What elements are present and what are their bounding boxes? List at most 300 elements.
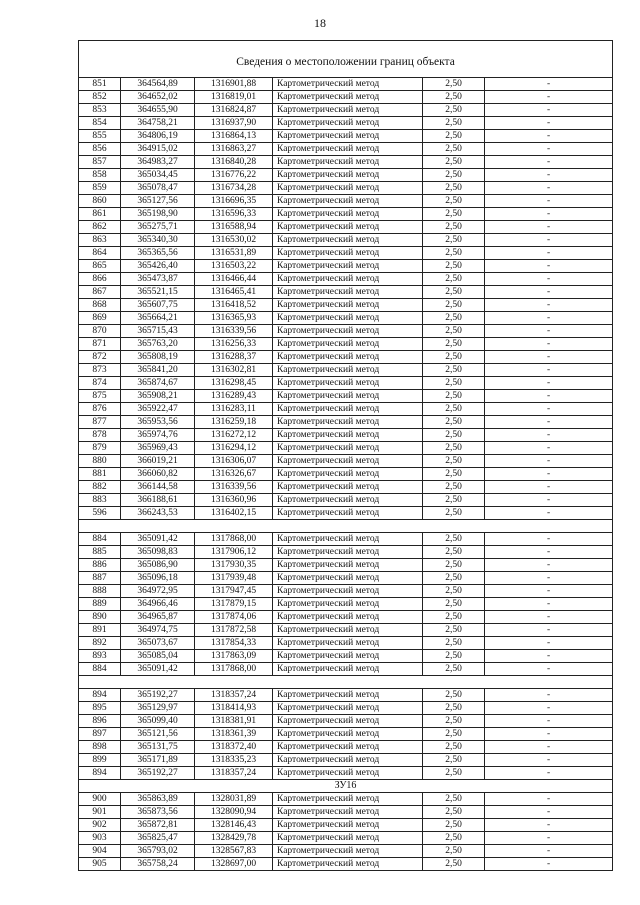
table-row — [79, 468, 613, 481]
table-row — [79, 832, 613, 845]
coord-x-cell: 365825,47 — [121, 832, 195, 845]
accuracy-cell: 2,50 — [423, 689, 485, 702]
coord-x-cell: 364965,87 — [121, 611, 195, 624]
description-cell: - — [485, 260, 613, 273]
accuracy-cell: 2,50 — [423, 104, 485, 117]
method-cell: Картометрический метод — [273, 195, 423, 208]
table-row — [79, 858, 613, 871]
coord-x-cell: 365473,87 — [121, 273, 195, 286]
description-cell: - — [485, 494, 613, 507]
description-cell: - — [485, 247, 613, 260]
point-number-cell: 854 — [79, 117, 121, 130]
accuracy-cell: 2,50 — [423, 130, 485, 143]
method-cell: Картометрический метод — [273, 728, 423, 741]
description-cell: - — [485, 637, 613, 650]
method-cell: Картометрический метод — [273, 403, 423, 416]
accuracy-cell: 2,50 — [423, 832, 485, 845]
accuracy-cell: 2,50 — [423, 260, 485, 273]
method-cell: Картометрический метод — [273, 338, 423, 351]
table-row — [79, 338, 613, 351]
description-cell: - — [485, 689, 613, 702]
coord-y-cell: 1316776,22 — [195, 169, 273, 182]
coord-x-cell: 365607,75 — [121, 299, 195, 312]
coord-x-cell: 364966,46 — [121, 598, 195, 611]
method-cell: Картометрический метод — [273, 624, 423, 637]
description-cell: - — [485, 221, 613, 234]
description-cell: - — [485, 234, 613, 247]
coord-y-cell: 1317854,33 — [195, 637, 273, 650]
point-number-cell: 859 — [79, 182, 121, 195]
coord-y-cell: 1318372,40 — [195, 741, 273, 754]
point-number-cell: 876 — [79, 403, 121, 416]
description-cell: - — [485, 299, 613, 312]
coord-x-cell: 365521,15 — [121, 286, 195, 299]
method-cell: Картометрический метод — [273, 429, 423, 442]
table-row — [79, 364, 613, 377]
table-row — [79, 208, 613, 221]
point-number-cell: 890 — [79, 611, 121, 624]
accuracy-cell: 2,50 — [423, 650, 485, 663]
accuracy-cell: 2,50 — [423, 338, 485, 351]
table-row — [79, 104, 613, 117]
description-cell: - — [485, 143, 613, 156]
coord-y-cell: 1317930,35 — [195, 559, 273, 572]
table-row — [79, 572, 613, 585]
accuracy-cell: 2,50 — [423, 403, 485, 416]
method-cell: Картометрический метод — [273, 702, 423, 715]
description-cell: - — [485, 559, 613, 572]
coord-x-cell: 365086,90 — [121, 559, 195, 572]
accuracy-cell: 2,50 — [423, 767, 485, 780]
coord-y-cell: 1316901,88 — [195, 78, 273, 91]
table-row — [79, 559, 613, 572]
coord-y-cell: 1328567,83 — [195, 845, 273, 858]
coord-y-cell: 1316360,96 — [195, 494, 273, 507]
method-cell: Картометрический метод — [273, 637, 423, 650]
table-row — [79, 546, 613, 559]
method-cell: Картометрический метод — [273, 819, 423, 832]
table-row — [79, 793, 613, 806]
description-cell: - — [485, 403, 613, 416]
table-row — [79, 728, 613, 741]
accuracy-cell: 2,50 — [423, 715, 485, 728]
accuracy-cell: 2,50 — [423, 455, 485, 468]
description-cell: - — [485, 546, 613, 559]
point-number-cell: 872 — [79, 351, 121, 364]
coord-y-cell: 1316531,89 — [195, 247, 273, 260]
coord-x-cell: 366060,82 — [121, 468, 195, 481]
method-cell: Картометрический метод — [273, 533, 423, 546]
method-cell: Картометрический метод — [273, 442, 423, 455]
description-cell: - — [485, 806, 613, 819]
coord-x-cell: 366019,21 — [121, 455, 195, 468]
point-number-cell: 867 — [79, 286, 121, 299]
method-cell: Картометрический метод — [273, 351, 423, 364]
table-row — [79, 416, 613, 429]
coord-y-cell: 1316259,18 — [195, 416, 273, 429]
accuracy-cell: 2,50 — [423, 494, 485, 507]
coord-y-cell: 1317863,09 — [195, 650, 273, 663]
method-cell: Картометрический метод — [273, 572, 423, 585]
accuracy-cell: 2,50 — [423, 156, 485, 169]
point-number-cell: 596 — [79, 507, 121, 520]
coord-x-cell: 365340,30 — [121, 234, 195, 247]
accuracy-cell: 2,50 — [423, 741, 485, 754]
accuracy-cell: 2,50 — [423, 364, 485, 377]
method-cell: Картометрический метод — [273, 364, 423, 377]
coord-x-cell: 365808,19 — [121, 351, 195, 364]
method-cell: Картометрический метод — [273, 832, 423, 845]
method-cell: Картометрический метод — [273, 650, 423, 663]
coord-y-cell: 1316294,12 — [195, 442, 273, 455]
method-cell: Картометрический метод — [273, 845, 423, 858]
table-row — [79, 312, 613, 325]
coord-y-cell: 1316530,02 — [195, 234, 273, 247]
coord-x-cell: 364983,27 — [121, 156, 195, 169]
coord-x-cell: 364915,02 — [121, 143, 195, 156]
coord-y-cell: 1316466,44 — [195, 273, 273, 286]
point-number-cell: 894 — [79, 767, 121, 780]
accuracy-cell: 2,50 — [423, 286, 485, 299]
table-row — [79, 819, 613, 832]
point-number-cell: 863 — [79, 234, 121, 247]
method-cell: Картометрический метод — [273, 793, 423, 806]
accuracy-cell: 2,50 — [423, 78, 485, 91]
description-cell: - — [485, 273, 613, 286]
point-number-cell: 871 — [79, 338, 121, 351]
method-cell: Картометрический метод — [273, 299, 423, 312]
coord-y-cell: 1316256,33 — [195, 338, 273, 351]
method-cell: Картометрический метод — [273, 234, 423, 247]
point-number-cell: 860 — [79, 195, 121, 208]
description-cell: - — [485, 858, 613, 871]
accuracy-cell: 2,50 — [423, 442, 485, 455]
coord-x-cell: 366243,53 — [121, 507, 195, 520]
method-cell: Картометрический метод — [273, 143, 423, 156]
table-row — [79, 767, 613, 780]
description-cell: - — [485, 429, 613, 442]
coord-y-cell: 1316289,43 — [195, 390, 273, 403]
description-cell: - — [485, 767, 613, 780]
coord-x-cell: 364972,95 — [121, 585, 195, 598]
point-number-cell: 896 — [79, 715, 121, 728]
table-row — [79, 845, 613, 858]
table-row — [79, 286, 613, 299]
table-row — [79, 637, 613, 650]
point-number-cell: 851 — [79, 78, 121, 91]
coord-y-cell: 1316339,56 — [195, 325, 273, 338]
table-row — [79, 377, 613, 390]
description-cell: - — [485, 481, 613, 494]
method-cell: Картометрический метод — [273, 858, 423, 871]
point-number-cell: 884 — [79, 663, 121, 676]
accuracy-cell: 2,50 — [423, 819, 485, 832]
method-cell: Картометрический метод — [273, 741, 423, 754]
point-number-cell: 900 — [79, 793, 121, 806]
accuracy-cell: 2,50 — [423, 728, 485, 741]
coord-y-cell: 1318357,24 — [195, 767, 273, 780]
coord-y-cell: 1316819,01 — [195, 91, 273, 104]
table-row — [79, 234, 613, 247]
description-cell: - — [485, 182, 613, 195]
description-cell: - — [485, 286, 613, 299]
coord-x-cell: 364652,02 — [121, 91, 195, 104]
coord-x-cell: 364564,89 — [121, 78, 195, 91]
method-cell: Картометрический метод — [273, 221, 423, 234]
table-row — [79, 533, 613, 546]
coord-y-cell: 1318414,93 — [195, 702, 273, 715]
coord-x-cell: 366188,61 — [121, 494, 195, 507]
table-row — [79, 585, 613, 598]
point-number-cell: 894 — [79, 689, 121, 702]
table-row — [79, 689, 613, 702]
coord-x-cell: 365758,24 — [121, 858, 195, 871]
separator-row — [79, 520, 613, 533]
coord-x-cell: 364655,90 — [121, 104, 195, 117]
point-number-cell: 886 — [79, 559, 121, 572]
coord-x-cell: 364758,21 — [121, 117, 195, 130]
accuracy-cell: 2,50 — [423, 221, 485, 234]
coord-x-cell: 365085,04 — [121, 650, 195, 663]
point-number-cell: 873 — [79, 364, 121, 377]
method-cell: Картометрический метод — [273, 130, 423, 143]
point-number-cell: 889 — [79, 598, 121, 611]
method-cell: Картометрический метод — [273, 559, 423, 572]
method-cell: Картометрический метод — [273, 247, 423, 260]
point-number-cell: 902 — [79, 819, 121, 832]
point-number-cell: 878 — [79, 429, 121, 442]
coord-x-cell: 365969,43 — [121, 442, 195, 455]
accuracy-cell: 2,50 — [423, 559, 485, 572]
coord-x-cell: 365198,90 — [121, 208, 195, 221]
accuracy-cell: 2,50 — [423, 208, 485, 221]
table-row — [79, 390, 613, 403]
method-cell: Картометрический метод — [273, 494, 423, 507]
coord-x-cell: 365192,27 — [121, 689, 195, 702]
accuracy-cell: 2,50 — [423, 429, 485, 442]
point-number-cell: 858 — [79, 169, 121, 182]
description-cell: - — [485, 741, 613, 754]
coord-y-cell: 1316840,28 — [195, 156, 273, 169]
table-row — [79, 195, 613, 208]
method-cell: Картометрический метод — [273, 598, 423, 611]
accuracy-cell: 2,50 — [423, 169, 485, 182]
coord-y-cell: 1317872,58 — [195, 624, 273, 637]
coord-y-cell: 1316326,67 — [195, 468, 273, 481]
description-cell: - — [485, 455, 613, 468]
coord-x-cell: 365873,56 — [121, 806, 195, 819]
table-row — [79, 117, 613, 130]
coord-x-cell: 365129,97 — [121, 702, 195, 715]
coord-x-cell: 365171,89 — [121, 754, 195, 767]
coord-y-cell: 1316283,11 — [195, 403, 273, 416]
coord-y-cell: 1316863,27 — [195, 143, 273, 156]
method-cell: Картометрический метод — [273, 208, 423, 221]
method-cell: Картометрический метод — [273, 663, 423, 676]
coord-y-cell: 1317906,12 — [195, 546, 273, 559]
coord-y-cell: 1317874,06 — [195, 611, 273, 624]
coord-y-cell: 1317868,00 — [195, 533, 273, 546]
coord-x-cell: 365096,18 — [121, 572, 195, 585]
method-cell: Картометрический метод — [273, 182, 423, 195]
description-cell: - — [485, 169, 613, 182]
accuracy-cell: 2,50 — [423, 377, 485, 390]
description-cell: - — [485, 325, 613, 338]
point-number-cell: 880 — [79, 455, 121, 468]
accuracy-cell: 2,50 — [423, 182, 485, 195]
section-label: ЗУ16 — [79, 780, 613, 793]
method-cell: Картометрический метод — [273, 117, 423, 130]
accuracy-cell: 2,50 — [423, 793, 485, 806]
accuracy-cell: 2,50 — [423, 312, 485, 325]
coord-y-cell: 1316824,87 — [195, 104, 273, 117]
coord-y-cell: 1316864,13 — [195, 130, 273, 143]
accuracy-cell: 2,50 — [423, 546, 485, 559]
description-cell: - — [485, 117, 613, 130]
method-cell: Картометрический метод — [273, 286, 423, 299]
method-cell: Картометрический метод — [273, 481, 423, 494]
description-cell: - — [485, 585, 613, 598]
accuracy-cell: 2,50 — [423, 572, 485, 585]
table-row — [79, 260, 613, 273]
method-cell: Картометрический метод — [273, 104, 423, 117]
coord-y-cell: 1328429,78 — [195, 832, 273, 845]
coord-x-cell: 365715,43 — [121, 325, 195, 338]
separator-cell — [79, 520, 613, 533]
method-cell: Картометрический метод — [273, 611, 423, 624]
table-row — [79, 715, 613, 728]
method-cell: Картометрический метод — [273, 390, 423, 403]
coord-y-cell: 1328090,94 — [195, 806, 273, 819]
method-cell: Картометрический метод — [273, 715, 423, 728]
description-cell: - — [485, 364, 613, 377]
point-number-cell: 884 — [79, 533, 121, 546]
description-cell: - — [485, 702, 613, 715]
method-cell: Картометрический метод — [273, 754, 423, 767]
accuracy-cell: 2,50 — [423, 143, 485, 156]
boundary-coordinates-table — [78, 40, 613, 871]
point-number-cell: 891 — [79, 624, 121, 637]
table-row — [79, 650, 613, 663]
coord-y-cell: 1316937,90 — [195, 117, 273, 130]
coord-x-cell: 365098,83 — [121, 546, 195, 559]
point-number-cell: 883 — [79, 494, 121, 507]
description-cell: - — [485, 390, 613, 403]
accuracy-cell: 2,50 — [423, 117, 485, 130]
table-row — [79, 481, 613, 494]
point-number-cell: 901 — [79, 806, 121, 819]
coord-y-cell: 1316418,52 — [195, 299, 273, 312]
accuracy-cell: 2,50 — [423, 481, 485, 494]
coord-y-cell: 1316465,41 — [195, 286, 273, 299]
coord-x-cell: 365922,47 — [121, 403, 195, 416]
table-header-row — [79, 41, 613, 78]
table-row — [79, 663, 613, 676]
point-number-cell: 905 — [79, 858, 121, 871]
description-cell: - — [485, 416, 613, 429]
table-body — [79, 41, 613, 871]
description-cell: - — [485, 572, 613, 585]
description-cell: - — [485, 338, 613, 351]
accuracy-cell: 2,50 — [423, 754, 485, 767]
method-cell: Картометрический метод — [273, 468, 423, 481]
accuracy-cell: 2,50 — [423, 351, 485, 364]
coord-y-cell: 1316596,33 — [195, 208, 273, 221]
point-number-cell: 866 — [79, 273, 121, 286]
coord-x-cell: 365872,81 — [121, 819, 195, 832]
description-cell: - — [485, 663, 613, 676]
description-cell: - — [485, 312, 613, 325]
coord-x-cell: 365034,45 — [121, 169, 195, 182]
coord-x-cell: 364806,19 — [121, 130, 195, 143]
point-number-cell: 904 — [79, 845, 121, 858]
method-cell: Картометрический метод — [273, 416, 423, 429]
accuracy-cell: 2,50 — [423, 533, 485, 546]
coord-x-cell: 365664,21 — [121, 312, 195, 325]
point-number-cell: 877 — [79, 416, 121, 429]
description-cell: - — [485, 351, 613, 364]
method-cell: Картометрический метод — [273, 689, 423, 702]
method-cell: Картометрический метод — [273, 546, 423, 559]
coord-y-cell: 1316302,81 — [195, 364, 273, 377]
separator-cell — [79, 676, 613, 689]
table-row — [79, 130, 613, 143]
description-cell: - — [485, 91, 613, 104]
coord-x-cell: 365763,20 — [121, 338, 195, 351]
coord-x-cell: 365127,56 — [121, 195, 195, 208]
table-row — [79, 273, 613, 286]
coord-x-cell: 365863,89 — [121, 793, 195, 806]
coord-y-cell: 1317868,00 — [195, 663, 273, 676]
table-row — [79, 403, 613, 416]
point-number-cell: 868 — [79, 299, 121, 312]
coord-y-cell: 1316734,28 — [195, 182, 273, 195]
point-number-cell: 895 — [79, 702, 121, 715]
point-number-cell: 879 — [79, 442, 121, 455]
description-cell: - — [485, 468, 613, 481]
point-number-cell: 903 — [79, 832, 121, 845]
accuracy-cell: 2,50 — [423, 195, 485, 208]
accuracy-cell: 2,50 — [423, 702, 485, 715]
coord-x-cell: 365091,42 — [121, 533, 195, 546]
table-row — [79, 91, 613, 104]
coord-x-cell: 365192,27 — [121, 767, 195, 780]
point-number-cell: 862 — [79, 221, 121, 234]
point-number-cell: 856 — [79, 143, 121, 156]
table-row — [79, 351, 613, 364]
table-row — [79, 494, 613, 507]
coord-y-cell: 1318361,39 — [195, 728, 273, 741]
table-row — [79, 182, 613, 195]
coord-y-cell: 1317879,15 — [195, 598, 273, 611]
description-cell: - — [485, 533, 613, 546]
coord-y-cell: 1328146,43 — [195, 819, 273, 832]
method-cell: Картометрический метод — [273, 806, 423, 819]
point-number-cell: 869 — [79, 312, 121, 325]
accuracy-cell: 2,50 — [423, 247, 485, 260]
coord-x-cell: 365974,76 — [121, 429, 195, 442]
accuracy-cell: 2,50 — [423, 299, 485, 312]
point-number-cell: 870 — [79, 325, 121, 338]
table-row — [79, 156, 613, 169]
coord-y-cell: 1316306,07 — [195, 455, 273, 468]
method-cell: Картометрический метод — [273, 260, 423, 273]
coord-x-cell: 365908,21 — [121, 390, 195, 403]
table-row — [79, 442, 613, 455]
table-header: Сведения о местоположении границ объекта — [79, 41, 613, 78]
coord-x-cell: 365365,56 — [121, 247, 195, 260]
table-row — [79, 507, 613, 520]
